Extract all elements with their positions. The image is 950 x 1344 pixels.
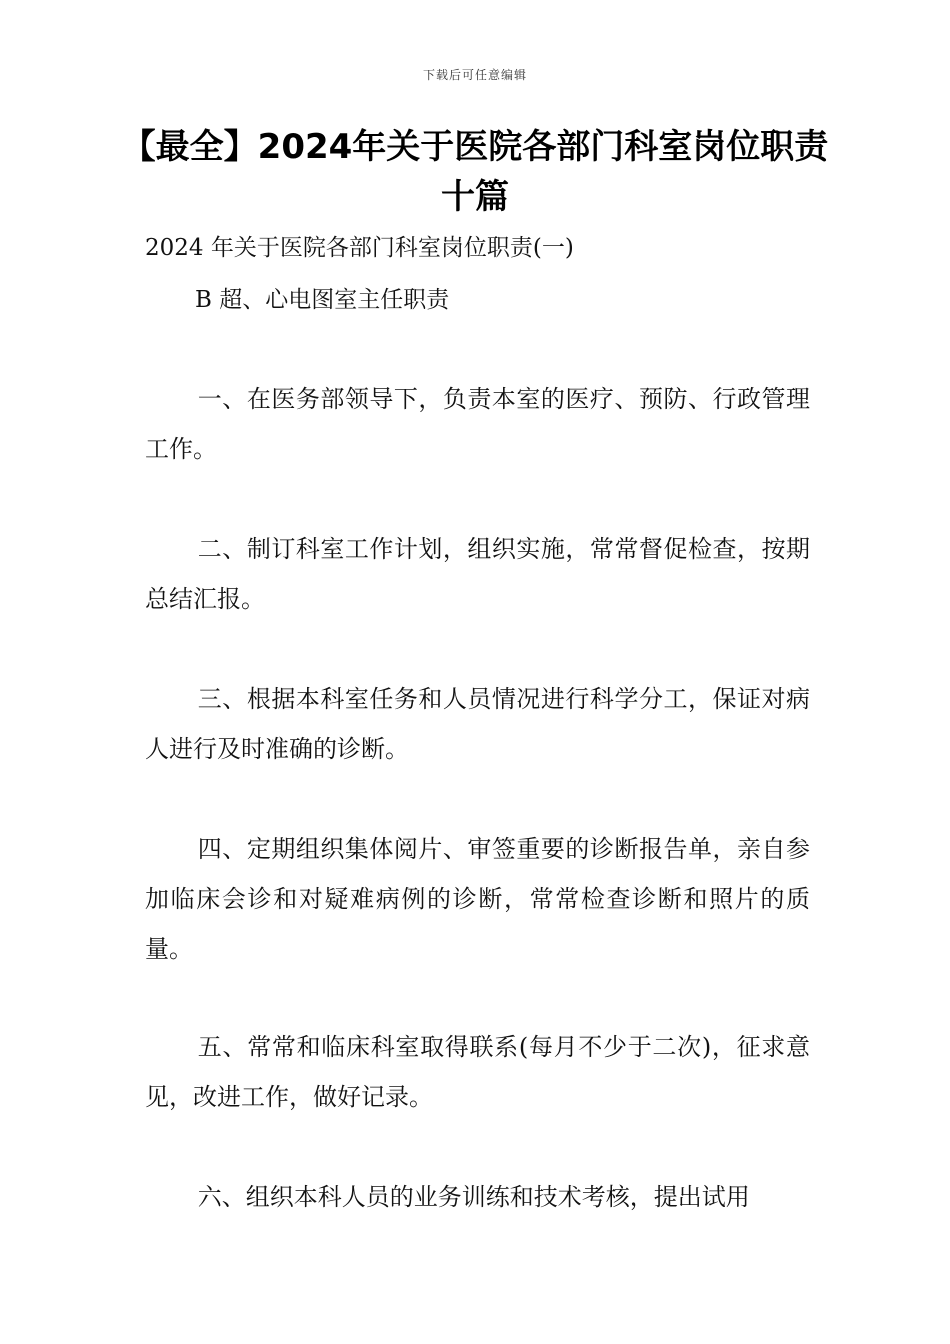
paragraph-6: 六、组织本科人员的业务训练和技术考核，提出试用: [197, 1183, 750, 1211]
section-heading: B 超、心电图室主任职责: [195, 287, 450, 313]
paragraph-5: 五、常常和临床科室取得联系(每月不少于二次)，征求意见，改进工作，做好记录。: [145, 1033, 810, 1111]
paragraph-4: 四、定期组织集体阅片、审签重要的诊断报告单，亲自参加临床会诊和对疑难病例的诊断，常常检查诊断和照片的质量。: [145, 835, 810, 963]
paragraph-3: 三、根据本科室任务和人员情况进行科学分工，保证对病人进行及时准确的诊断。: [145, 685, 810, 763]
document-title: 【最全】2024年关于医院各部门科室岗位职责十篇: [121, 127, 829, 217]
paragraph-1: 一、在医务部领导下，负责本室的医疗、预防、行政管理工作。: [145, 385, 810, 463]
document-subtitle: 2024 年关于医院各部门科室岗位职责(一): [145, 235, 574, 261]
paragraph-2: 二、制订科室工作计划，组织实施，常常督促检查，按期总结汇报。: [145, 535, 810, 613]
header-note: 下载后可任意编辑: [422, 68, 527, 82]
